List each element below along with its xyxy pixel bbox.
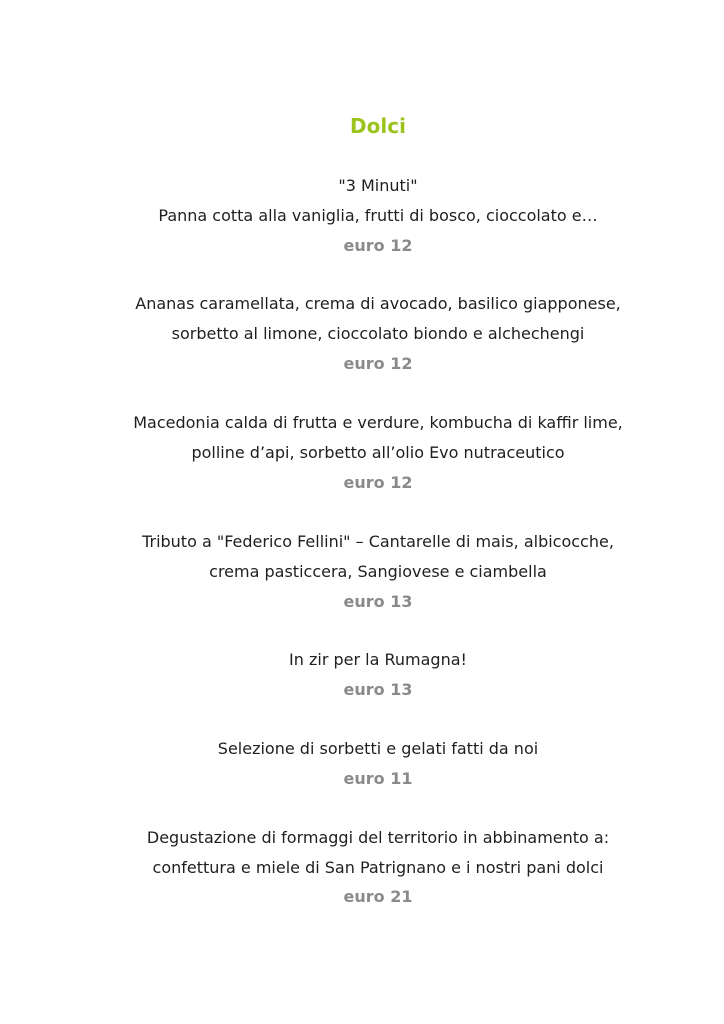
dish-description-line: Degustazione di formaggi del territorio in abbinamento a: <box>146 828 610 847</box>
menu-section-title: Dolci <box>350 114 406 138</box>
dish-description-line: Macedonia calda di frutta e verdure, kombucha di kaffir lime, <box>133 413 623 432</box>
dish-description-line: Tributo a "Federico Fellini" – Cantarelle di mais, albicocche, <box>142 532 614 551</box>
dish-price: euro 13 <box>343 680 413 699</box>
dish-description-line: Selezione di sorbetti e gelati fatti da noi <box>217 739 539 758</box>
dish-description-line: In zir per la Rumagna! <box>289 650 467 669</box>
dish-description-line: Panna cotta alla vaniglia, frutti di bosco, cioccolato e… <box>158 206 598 225</box>
dish-description-line: crema pasticcera, Sangiovese e ciambella <box>209 562 547 581</box>
dish-price: euro 12 <box>343 236 413 255</box>
dish-description-line: sorbetto al limone, cioccolato biondo e alchechengi <box>171 324 585 343</box>
dish-price: euro 12 <box>343 473 413 492</box>
dish-description-line: confettura e miele di San Patrignano e i nostri pani dolci <box>152 858 604 877</box>
dish-price: euro 13 <box>343 592 413 611</box>
dish-price: euro 21 <box>343 887 413 906</box>
dish-description-line: Ananas caramellata, crema di avocado, basilico giapponese, <box>135 294 621 313</box>
dish-name-line: "3 Minuti" <box>338 176 418 195</box>
dish-price: euro 11 <box>343 769 413 788</box>
dish-description-line: polline d’api, sorbetto all’olio Evo nutraceutico <box>191 443 565 462</box>
dish-price: euro 12 <box>343 354 413 373</box>
